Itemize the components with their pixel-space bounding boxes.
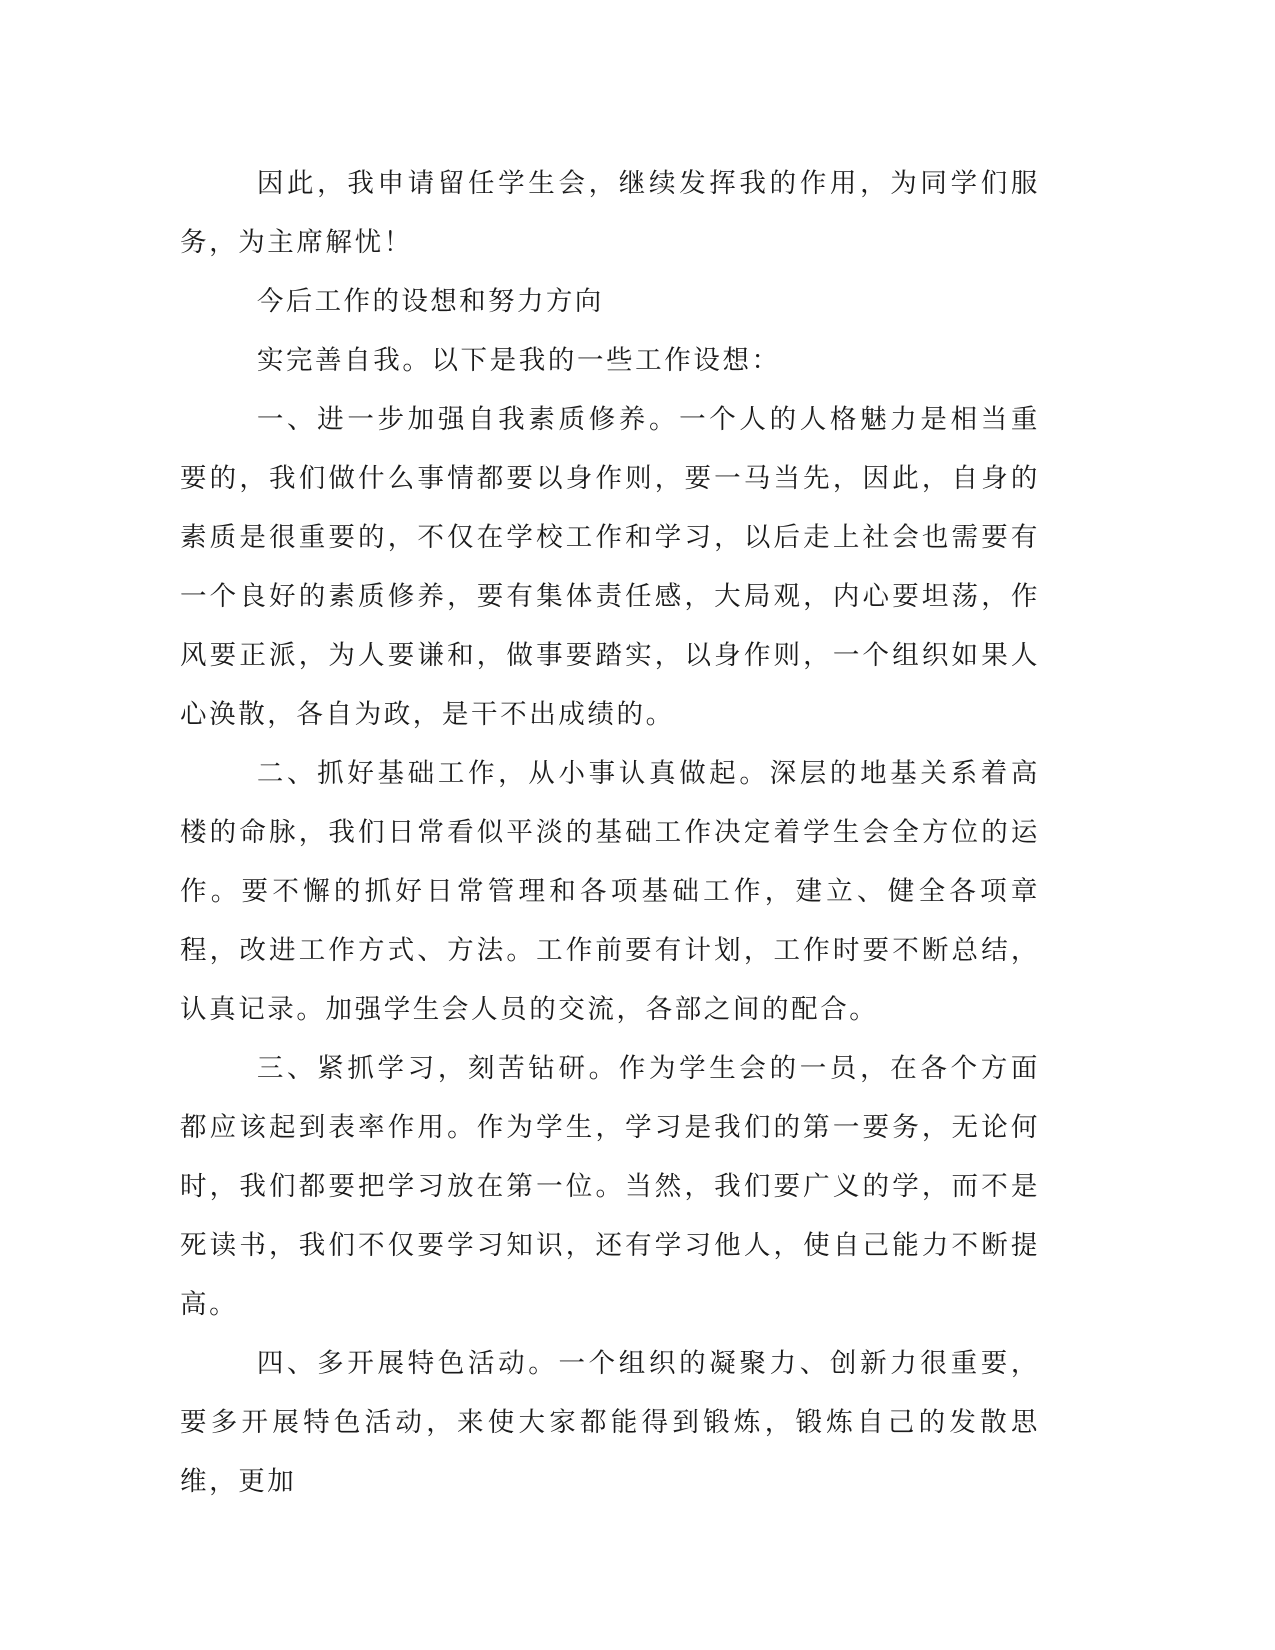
paragraph-point-1: 一、进一步加强自我素质修养。一个人的人格魅力是相当重要的，我们做什么事情都要以身作则，要一马当先，因此，自身的素质是很重要的，不仅在学校工作和学习，以后走上社会也需要有一个良好的素质修养，要有集体责任感，大局观，内心要坦荡，作风要正派，为人要谦和，做事要踏实，以身作则，一个组织如果人心涣散，各自为政，是干不出成绩的。 (180, 404, 1040, 730)
paragraph-closing-request: 因此，我申请留任学生会，继续发挥我的作用，为同学们服务，为主席解忧！ (180, 168, 1040, 258)
paragraph-intro: 实完善自我。以下是我的一些工作设想： (256, 345, 781, 376)
paragraph-point-2: 二、抓好基础工作，从小事认真做起。深层的地基关系着高楼的命脉，我们日常看似平淡的基础工作决定着学生会全方位的运作。要不懈的抓好日常管理和各项基础工作，建立、健全各项章程，改进工作方式、方法。工作前要有计划，工作时要不断总结，认真记录。加强学生会人员的交流，各部之间的配合。 (180, 758, 1040, 1025)
document-page (180, 154, 1040, 1511)
paragraph-point-3: 三、紧抓学习，刻苦钻研。作为学生会的一员，在各个方面都应该起到表率作用。作为学生，学习是我们的第一要务，无论何时，我们都要把学习放在第一位。当然，我们要广义的学，而不是死读书，我们不仅要学习知识，还有学习他人，使自己能力不断提高。 (180, 1053, 1040, 1320)
paragraph-point-4: 四、多开展特色活动。一个组织的凝聚力、创新力很重要，要多开展特色活动，来使大家都能得到锻炼，锻炼自己的发散思维，更加 (180, 1348, 1040, 1497)
section-heading: 今后工作的设想和努力方向 (256, 286, 604, 317)
